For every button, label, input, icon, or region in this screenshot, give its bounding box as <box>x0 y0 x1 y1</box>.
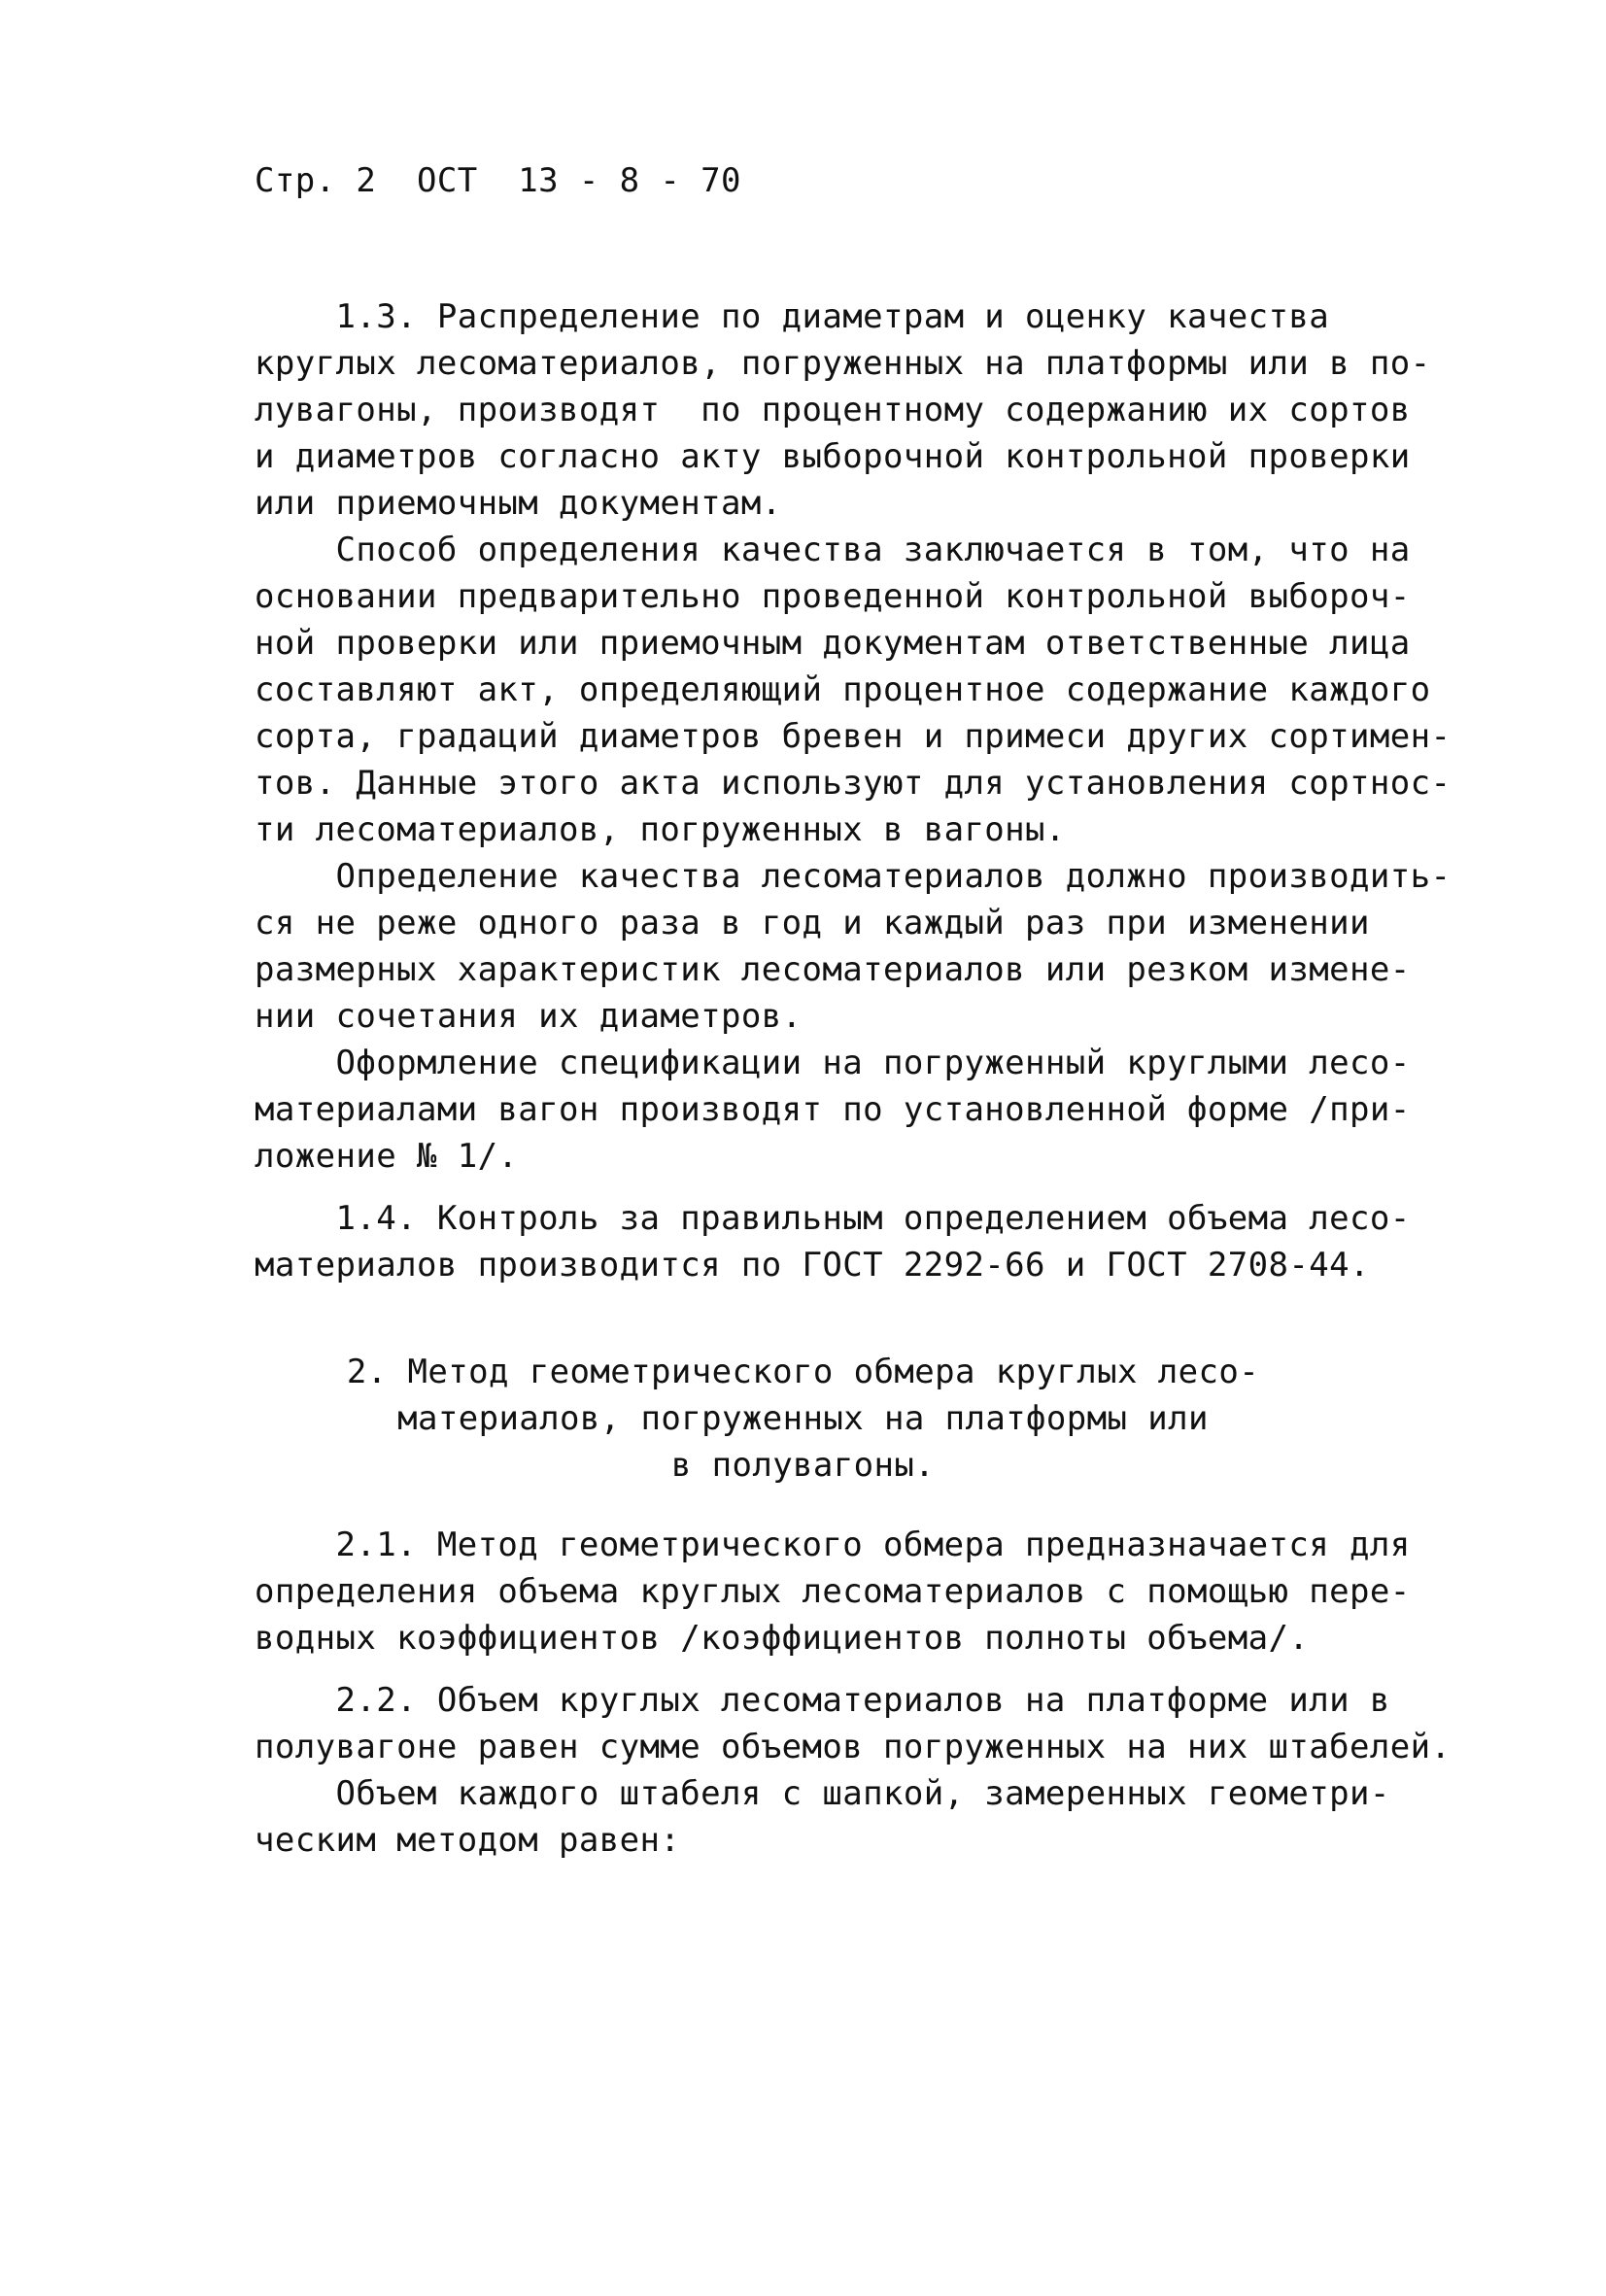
paragraph-2-2-line: 2.2. Объем круглых лесоматериалов на платформе или в <box>255 1681 1390 1720</box>
paragraph-frequency-line: размерных характеристик лесоматериалов или резком измене- <box>255 950 1411 989</box>
paragraph-stack-volume-line: Объем каждого штабеля с шапкой, замеренных геометри- <box>255 1774 1390 1813</box>
paragraph-quality-line: сорта, градаций диаметров бревен и примеси других сортимен- <box>255 717 1452 756</box>
paragraph-quality-line: ной проверки или приемочным документам ответственные лица <box>255 624 1411 663</box>
paragraph-frequency-line: нии сочетания их диаметров. <box>255 997 803 1036</box>
paragraph-quality-line: Способ определения качества заключается в том, что на <box>255 531 1411 569</box>
paragraph-quality-line: основании предварительно проведенной контрольной выбороч- <box>255 577 1411 616</box>
paragraph-2-1-line: 2.1. Метод геометрического обмера предназначается для <box>255 1525 1411 1564</box>
paragraph-quality-line: ти лесоматериалов, погруженных в вагоны. <box>255 810 1066 849</box>
paragraph-2-1-line: определения объема круглых лесоматериалов с помощью пере- <box>255 1572 1411 1611</box>
paragraph-1-4-line: 1.4. Контроль за правильным определением объема лесо- <box>255 1199 1411 1238</box>
paragraph-frequency-line: Определение качества лесоматериалов должно производить- <box>255 857 1452 896</box>
paragraph-quality-line: составляют акт, определяющий процентное содержание каждого <box>255 670 1431 709</box>
paragraph-1-4-line: материалов производится по ГОСТ 2292-66 и ГОСТ 2708-44. <box>255 1246 1370 1285</box>
paragraph-2-2-line: полувагоне равен сумме объемов погруженных на них штабелей. <box>255 1728 1452 1766</box>
paragraph-1-3-line: или приемочным документам. <box>255 484 782 523</box>
section-2-heading-line: в полувагоны. <box>670 1446 936 1485</box>
paragraph-1-3-line: лувагоны, производят по процентному содержанию их сортов <box>255 391 1411 429</box>
paragraph-quality-line: тов. Данные этого акта используют для установления сортнос- <box>255 764 1452 803</box>
paragraph-1-3-line: и диаметров согласно акту выборочной контрольной проверки <box>255 437 1411 476</box>
paragraph-stack-volume-line: ческим методом равен: <box>255 1821 681 1860</box>
section-2-heading-line: 2. Метод геометрического обмера круглых лесо- <box>346 1353 1260 1391</box>
paragraph-frequency-line: ся не реже одного раза в год и каждый раз при изменении <box>255 904 1370 942</box>
paragraph-specification-line: материалами вагон производят по установленной форме /при- <box>255 1090 1411 1129</box>
page-header: Стр. 2 ОСТ 13 - 8 - 70 <box>255 161 741 200</box>
paragraph-specification-line: Оформление спецификации на погруженный круглыми лесо- <box>255 1044 1411 1082</box>
paragraph-1-3-line: 1.3. Распределение по диаметрам и оценку качества <box>255 297 1330 336</box>
paragraph-2-1-line: водных коэффициентов /коэффициентов полноты объема/. <box>255 1619 1310 1658</box>
paragraph-1-3-line: круглых лесоматериалов, погруженных на платформы или в по- <box>255 344 1431 383</box>
section-2-heading-line: материалов, погруженных на платформы или <box>397 1399 1209 1438</box>
paragraph-specification-line: ложение № 1/. <box>255 1137 519 1176</box>
